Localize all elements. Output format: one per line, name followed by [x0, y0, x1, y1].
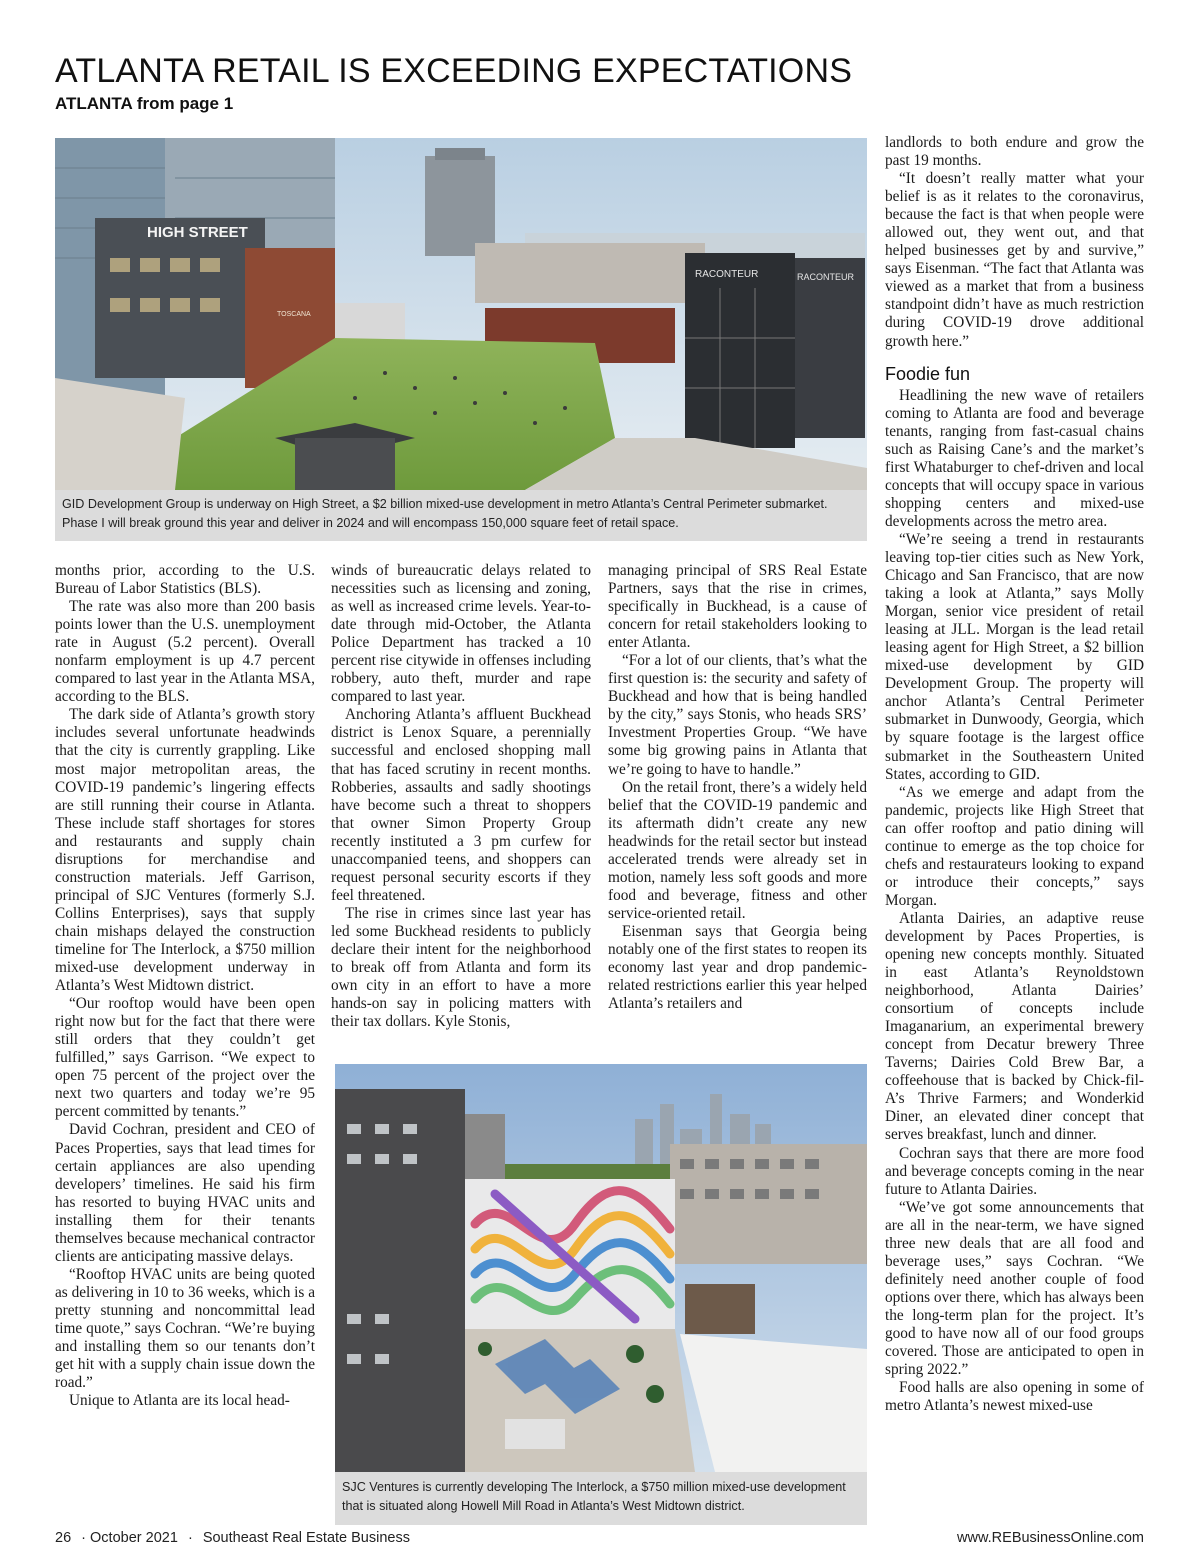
paragraph: Anchoring Atlanta’s affluent Buckhead district is Lenox Square, a perennially successful and enclosed shopping mall that has faced scrutiny in recent months. Robberies, assaults and sadly shootings have become such a threat to shoppers that owner Simon Property Group recently instituted a 3 pm curfew for unaccompanied teens, and shoppers can request personal security escorts if they feel threatened.	[331, 706, 591, 904]
interlock-aerial-image	[335, 1064, 867, 1472]
article-column-2	[331, 562, 591, 1031]
sign-raconteur-1: RACONTEUR	[695, 269, 759, 280]
paragraph: The dark side of Atlanta’s growth story includes several unfortunate headwinds that the city is currently grappling. Like most major metropolitan areas, the COVID-19 pandemic’s lingering effects are still running their course in Atlanta. These include staff shortages for stores and restaurants and supply chain disruptions for merchandise and construction materials. Jeff Garrison, principal of SJC Ventures (formerly S.J. Collins Enterprises), says that supply chain mishaps delayed the construction timeline for The Interlock, a $750 million mixed-use development underway in Atlanta’s West Midtown district.	[55, 706, 315, 995]
paragraph: Unique to Atlanta are its local head-	[69, 1392, 290, 1410]
paragraph: Atlanta Dairies, an adaptive reuse development by Paces Properties, is opening new concepts monthly. Situated in east Atlanta’s Reynoldstown neighborhood, Atlanta Dairies’ consortium of concepts include Imaganarium, an experimental brewery concept from Decatur brewery Three Taverns; Dairies Cold Brew Bar, a coffeehouse that is backed by Chick-fil-A’s Thrive Farmers; and Wonderkid Diner, an elevated diner concept that serves breakfast, lunch and dinner.	[885, 909, 1144, 1144]
paragraph: “We’ve got some announcements that are all in the near-term, we have signed three new deals that are all food and beverage uses,” says Cochran. “We definitely need another couple of food options over there, which has always been the long-term plan for the project. It’s good to have now all of our food groups covered. Those are anticipated to open in spring 2022.”	[885, 1198, 1144, 1379]
issue-date: · October 2021	[81, 1530, 178, 1546]
paragraph: “For a lot of our clients, that’s what the first question is: the security and safety of Buckhead and how that is being handled by the city,” says Stonis, who heads SRS’ Investment Properties Group. “We have some big growing pains in Atlanta that we’re going to have to handle.”	[608, 652, 867, 778]
headline: ATLANTA RETAIL IS EXCEEDING EXPECTATIONS	[55, 52, 853, 90]
subhead-foodie-fun: Foodie fun	[885, 363, 971, 384]
paragraph: Headlining the new wave of retailers coming to Atlanta are food and beverage tenants, ranging from fast-casual chains such as Raising Cane’s and the market’s first Whataburger to chef-driven and local concepts that will occupy space in various shopping centers and mixed-use developments across the metro area.	[885, 386, 1144, 530]
footer-left	[55, 1530, 416, 1546]
paragraph: months prior, according to the U.S. Bureau of Labor Statistics (BLS).	[55, 562, 315, 598]
jump-line: ATLANTA from page 1	[55, 94, 234, 113]
page-number: 26	[55, 1530, 72, 1546]
caption-interlock: SJC Ventures is currently developing The Interlock, a $750 million mixed-use development that is situated along Howell Mill Road in Atlanta’s West Midtown district.	[342, 1480, 846, 1513]
caption-high-street: GID Development Group is underway on High Street, a $2 billion mixed-use development in metro Atlanta’s Central Perimeter submarket. Phase I will break ground this year and deliver in 2024 and will encompass 150,000 square feet of retail space.	[62, 497, 828, 530]
footer-separator: ·	[187, 1530, 193, 1546]
paragraph: landlords to both endure and grow the past 19 months.	[885, 134, 1144, 170]
paragraph: “Our rooftop would have been open right now but for the fact that there were still orders that they couldn’t get fulfilled,” says Garrison. “We expect to open 75 percent of the project over the next two quarters and today we’re 95 percent committed by tenants.”	[55, 995, 315, 1121]
photo-high-street	[55, 138, 867, 541]
sign-high-street: HIGH STREET	[147, 224, 248, 241]
paragraph: “Rooftop HVAC units are being quoted as delivering in 10 to 36 weeks, which is a pretty stunning and noncommittal lead time quote,” says Cochran. “We’re buying and installing them so our tenants don’t get hit with a supply chain issue down the road.”	[55, 1265, 315, 1392]
paragraph: Food halls are also opening in some of metro Atlanta’s newest mixed-use	[885, 1379, 1144, 1415]
paragraph: managing principal of SRS Real Estate Partners, says that the rise in crimes, specifically in Buckhead, is a cause of concern for retail stakeholders looking to enter Atlanta.	[608, 562, 867, 652]
photo-interlock	[335, 1064, 867, 1525]
paragraph: winds of bureaucratic delays related to necessities such as licensing and zoning, as well as increased crime levels. Year-to-date through mid-October, the Atlanta Police Department has tracked a 10 percent rise citywide in offenses including robbery, auto theft, murder and rape compared to last year.	[331, 562, 591, 706]
article-column-1	[55, 562, 315, 1410]
footer-website: www.REBusinessOnline.com	[957, 1530, 1144, 1546]
paragraph: “As we emerge and adapt from the pandemic, projects like High Street that can offer rooftop and patio dining will continue to emerge as the top choice for chefs and restaurateurs looking to expand or introduce their concepts,” says Morgan.	[885, 783, 1144, 909]
publication-name: Southeast Real Estate Business	[202, 1530, 410, 1546]
paragraph: Eisenman says that Georgia being notably one of the first states to reopen its economy last year and drop pandemic-related restrictions earlier this year helped Atlanta’s retailers and	[608, 922, 867, 1013]
paragraph: Cochran says that there are more food and beverage concepts coming in the near future to Atlanta Dairies.	[885, 1144, 1144, 1198]
paragraph: The rate was also more than 200 basis points lower than the U.S. unemployment rate in August (5.2 percent). Overall nonfarm employment is up 4.7 percent compared to last year in the Atlanta MSA, according to the BLS.	[55, 598, 315, 706]
paragraph: “We’re seeing a trend in restaurants leaving top-tier cities such as New York, Chicago and San Francisco, that are now taking a look at Atlanta,” says Molly Morgan, senior vice president of retail leasing at JLL. Morgan is the lead retail leasing agent for High Street, a $2 billion mixed-use development by GID Development Group. The property will anchor Atlanta’s Central Perimeter submarket in Dunwoody, Georgia, which by square footage is the largest office submarket in the Southeastern United States, according to GID.	[885, 530, 1144, 783]
article-column-3	[608, 562, 867, 1013]
paragraph: The rise in crimes since last year has led some Buckhead residents to publicly declare their intent for the neighborhood to break off from Atlanta and form its own city in an effort to have a more hands-on say in policing matters with their tax dollars. Kyle Stonis,	[331, 904, 591, 1031]
sign-toscana: TOSCANA	[277, 311, 311, 318]
article-column-4	[885, 134, 1144, 1415]
paragraph: On the retail front, there’s a widely held belief that the COVID-19 pandemic and its aftermath didn’t create any new headwinds for the retail sector but instead accelerated trends were already set in motion, namely less soft goods and more food and beverage, fitness and other service-oriented retail.	[608, 778, 867, 922]
paragraph: “It doesn’t really matter what your belief is as it relates to the coronavirus, because the fact is that when people were allowed out, they went out, and that helped businesses get by and survive,” says Eisenman. “The fact that Atlanta was viewed as a market that from a business standpoint didn’t have as much restriction during COVID-19 drove additional growth here.”	[885, 170, 1144, 350]
high-street-rendering-image	[55, 138, 867, 490]
sign-raconteur-2: RACONTEUR	[797, 272, 855, 282]
paragraph: David Cochran, president and CEO of Paces Properties, says that lead times for certain appliances are also upending developers’ timelines. He said his firm has resorted to buying HVAC units and installing them for their tenants themselves because mechanical contractor clients are anticipating massive delays.	[55, 1121, 315, 1265]
